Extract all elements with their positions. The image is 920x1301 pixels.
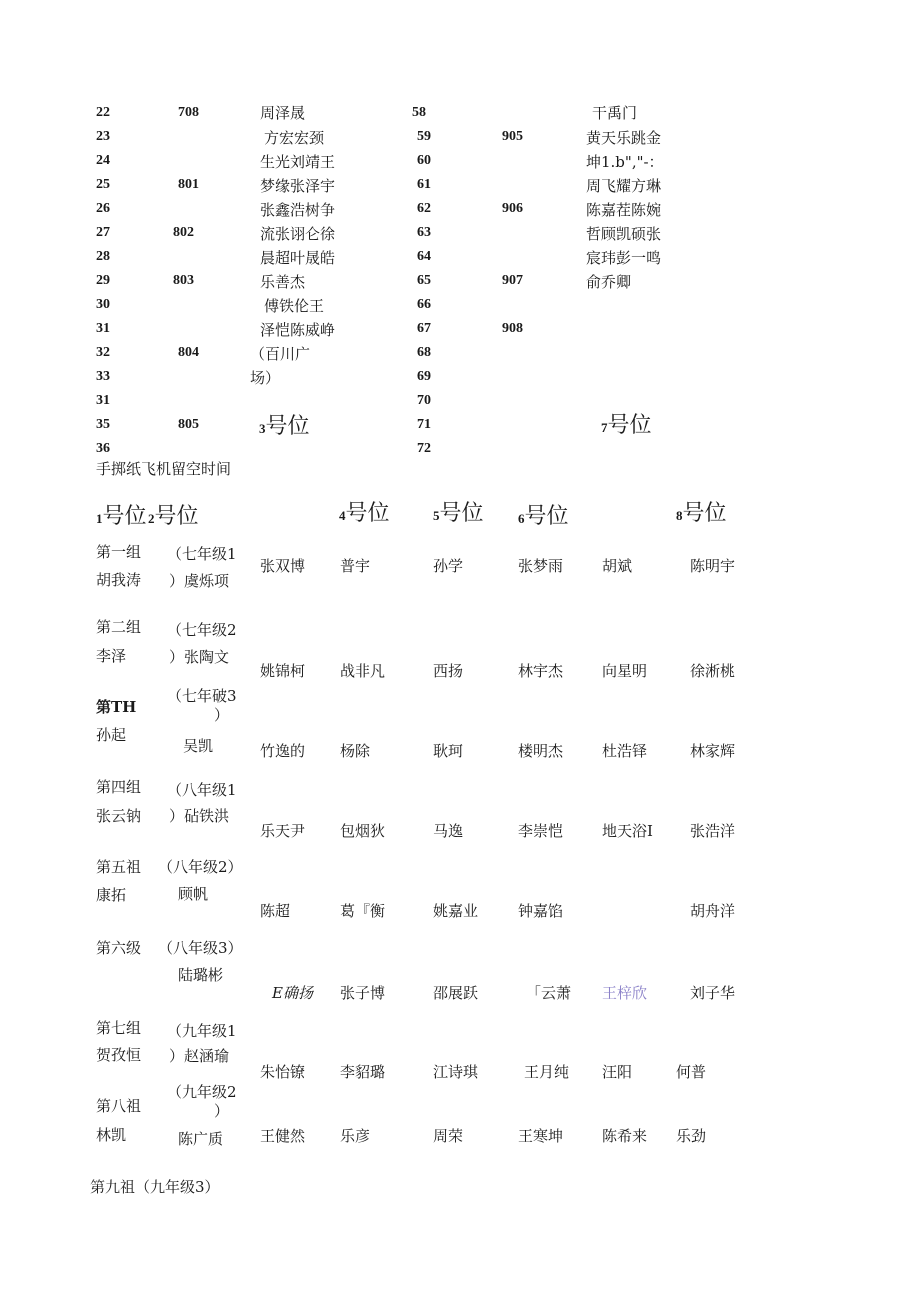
- row-number: 64: [417, 249, 431, 264]
- grid-cell: 钟嘉馅: [518, 902, 564, 920]
- row-number: 23: [96, 129, 110, 144]
- grid-cell: 包烟狄: [340, 822, 386, 840]
- name-line: 生光刘靖王: [260, 153, 336, 171]
- group-label: 第九祖（九年级3）: [90, 1178, 220, 1196]
- grid-cell: 西扬: [433, 662, 464, 680]
- room-number: 804: [178, 345, 199, 360]
- row-number: 59: [417, 129, 431, 144]
- row-number: 60: [417, 153, 431, 168]
- grid-cell: 杨除: [340, 742, 371, 760]
- grid-cell: 姚嘉业: [433, 902, 479, 920]
- room-number: 805: [178, 417, 199, 432]
- grid-cell: 陈明宇: [690, 557, 736, 575]
- group-label: 第六级: [96, 939, 142, 957]
- grid-cell: 「云萧: [526, 984, 572, 1002]
- row-number: 58: [412, 105, 426, 120]
- group-grade: （八年级1: [167, 781, 237, 799]
- position-5-label: 5号位: [433, 501, 484, 526]
- row-number: 29: [96, 273, 110, 288]
- row-number: 31: [96, 321, 110, 336]
- name-line: 哲顾凯硕张: [586, 225, 662, 243]
- row-number: 69: [417, 369, 431, 384]
- grid-cell: 李貂璐: [340, 1063, 386, 1081]
- grid-cell: 王寒坤: [518, 1127, 564, 1145]
- grid-cell: 刘子华: [690, 984, 736, 1002]
- grid-cell: 汪阳: [602, 1063, 633, 1081]
- grid-cell: 李崇恺: [518, 822, 564, 840]
- group-name: 林凯: [96, 1126, 127, 1144]
- grid-cell: 胡斌: [602, 557, 633, 575]
- name-line: 晨超叶晟皓: [260, 249, 336, 267]
- group-label: 第二组: [96, 618, 142, 636]
- group-name: ）赵涵瑜: [169, 1047, 230, 1065]
- group-grade: （八年级2）: [158, 858, 243, 876]
- group-grade: （九年级1: [167, 1022, 237, 1040]
- room-number: 708: [178, 105, 199, 120]
- row-number: 27: [96, 225, 110, 240]
- group-name: 吴凯: [183, 737, 214, 755]
- name-line: 张鑫浩树争: [260, 201, 336, 219]
- row-number: 65: [417, 273, 431, 288]
- name-line: 乐善杰: [260, 273, 306, 291]
- row-number: 33: [96, 369, 110, 384]
- grid-cell: 林宇杰: [518, 662, 564, 680]
- group-label: 第一组: [96, 543, 142, 561]
- grid-cell: 乐劲: [676, 1127, 707, 1145]
- grid-cell: 陈超: [260, 902, 291, 920]
- group-grade: ）: [214, 706, 230, 724]
- position-1-label: 1号位: [96, 504, 147, 529]
- grid-cell: 马逸: [433, 822, 464, 840]
- room-number: 908: [502, 321, 523, 336]
- name-line: 陈嘉茬陈婉: [586, 201, 662, 219]
- name-line: （百川广: [250, 345, 311, 363]
- position-3-label: 3号位: [259, 414, 310, 439]
- grid-cell: 地天浴I: [602, 822, 653, 840]
- name-line: 场）: [250, 369, 281, 387]
- grid-cell: E确扬: [272, 984, 313, 1002]
- group-label: 第四组: [96, 778, 142, 796]
- grid-cell: 何普: [676, 1063, 707, 1081]
- row-number: 30: [96, 297, 110, 312]
- position-6-label: 6号位: [518, 504, 569, 529]
- grid-cell: 江诗琪: [433, 1063, 479, 1081]
- grid-cell: 战非凡: [340, 662, 386, 680]
- row-number: 22: [96, 105, 110, 120]
- row-number: 71: [417, 417, 431, 432]
- row-number: 63: [417, 225, 431, 240]
- row-number: 31: [96, 393, 110, 408]
- group-grade: （九年级2: [167, 1083, 237, 1101]
- grid-cell: 竹逸的: [260, 742, 306, 760]
- name-line: 周飞耀方琳: [586, 177, 662, 195]
- row-number: 66: [417, 297, 431, 312]
- group-name: 孙起: [96, 726, 127, 744]
- room-number: 905: [502, 129, 523, 144]
- grid-cell: 葛『衡: [340, 902, 386, 920]
- group-grade: （八年级3）: [158, 939, 243, 957]
- group-name: 张云钠: [96, 807, 142, 825]
- grid-cell: 周荣: [433, 1127, 464, 1145]
- group-label: 第七组: [96, 1019, 142, 1037]
- position-7-label: 7号位: [601, 413, 652, 438]
- row-number: 25: [96, 177, 110, 192]
- position-4-label: 4号位: [339, 501, 390, 526]
- room-number: 801: [178, 177, 199, 192]
- position-8-label: 8号位: [676, 501, 727, 526]
- group-name: ）虞烁项: [169, 572, 230, 590]
- group-grade: ）: [214, 1102, 230, 1120]
- grid-cell: 陈希来: [602, 1127, 648, 1145]
- grid-cell: 孙学: [433, 557, 464, 575]
- group-name: 陈广质: [178, 1130, 224, 1148]
- name-line: 坤1.b","-：: [586, 153, 664, 171]
- group-grade: （七年级2: [167, 621, 237, 639]
- grid-cell: 楼明杰: [518, 742, 564, 760]
- grid-cell: 朱怡镣: [260, 1063, 306, 1081]
- grid-cell: 向星明: [602, 662, 648, 680]
- grid-cell: 姚锦柯: [260, 662, 306, 680]
- group-name: 胡我涛: [96, 571, 142, 589]
- group-label: 第八祖: [96, 1097, 142, 1115]
- grid-cell: 张浩洋: [690, 822, 736, 840]
- group-name: 康拓: [96, 886, 127, 904]
- group-label: 第TH: [96, 698, 137, 716]
- name-line: 流张诩仑徐: [260, 225, 336, 243]
- group-name: 李泽: [96, 647, 127, 665]
- group-name: 顾帆: [178, 885, 209, 903]
- name-line: 干禹门: [592, 104, 638, 122]
- row-number: 67: [417, 321, 431, 336]
- grid-cell: 林家辉: [690, 742, 736, 760]
- name-line: 黄天乐跳金: [586, 129, 662, 147]
- name-line: 俞乔卿: [586, 273, 632, 291]
- group-name: ）张陶文: [169, 648, 230, 666]
- name-line: 周泽晟: [260, 104, 306, 122]
- row-number: 24: [96, 153, 110, 168]
- grid-cell: 耿珂: [433, 742, 464, 760]
- name-line: 梦缘张泽宇: [260, 177, 336, 195]
- grid-cell: 徐淅桃: [690, 662, 736, 680]
- group-name: 贺孜恒: [96, 1046, 142, 1064]
- event-title: 手掷纸飞机留空时间: [96, 460, 232, 478]
- row-number: 28: [96, 249, 110, 264]
- group-grade: （七年级1: [167, 545, 237, 563]
- row-number: 32: [96, 345, 110, 360]
- room-number: 803: [173, 273, 194, 288]
- grid-cell: 胡舟洋: [690, 902, 736, 920]
- grid-cell: 王健然: [260, 1127, 306, 1145]
- grid-cell: 王月纯: [524, 1063, 570, 1081]
- room-number: 802: [173, 225, 194, 240]
- grid-cell: 张子博: [340, 984, 386, 1002]
- name-line: 傅铁伦王: [264, 297, 325, 315]
- name-line: 宸玮彭一鸣: [586, 249, 662, 267]
- grid-cell: 邵展跃: [433, 984, 479, 1002]
- grid-cell: 张双博: [260, 557, 306, 575]
- grid-cell: 张梦雨: [518, 557, 564, 575]
- group-grade: （七年破3: [167, 687, 237, 705]
- row-number: 68: [417, 345, 431, 360]
- group-name: ）砧铁洪: [169, 807, 230, 825]
- position-2-label: 2号位: [148, 504, 199, 529]
- name-line: 泽恺陈威峥: [260, 321, 336, 339]
- grid-cell: 乐天尹: [260, 822, 306, 840]
- room-number: 906: [502, 201, 523, 216]
- row-number: 61: [417, 177, 431, 192]
- row-number: 36: [96, 441, 110, 456]
- name-line: 方宏宏颈: [264, 129, 325, 147]
- row-number: 35: [96, 417, 110, 432]
- group-name: 陆璐彬: [178, 966, 224, 984]
- grid-cell: 杜浩铎: [602, 742, 648, 760]
- row-number: 62: [417, 201, 431, 216]
- grid-cell: 普宇: [340, 557, 371, 575]
- row-number: 70: [417, 393, 431, 408]
- room-number: 907: [502, 273, 523, 288]
- row-number: 26: [96, 201, 110, 216]
- grid-cell: 王梓欣: [602, 984, 648, 1002]
- group-label: 第五祖: [96, 858, 142, 876]
- row-number: 72: [417, 441, 431, 456]
- grid-cell: 乐彦: [340, 1127, 371, 1145]
